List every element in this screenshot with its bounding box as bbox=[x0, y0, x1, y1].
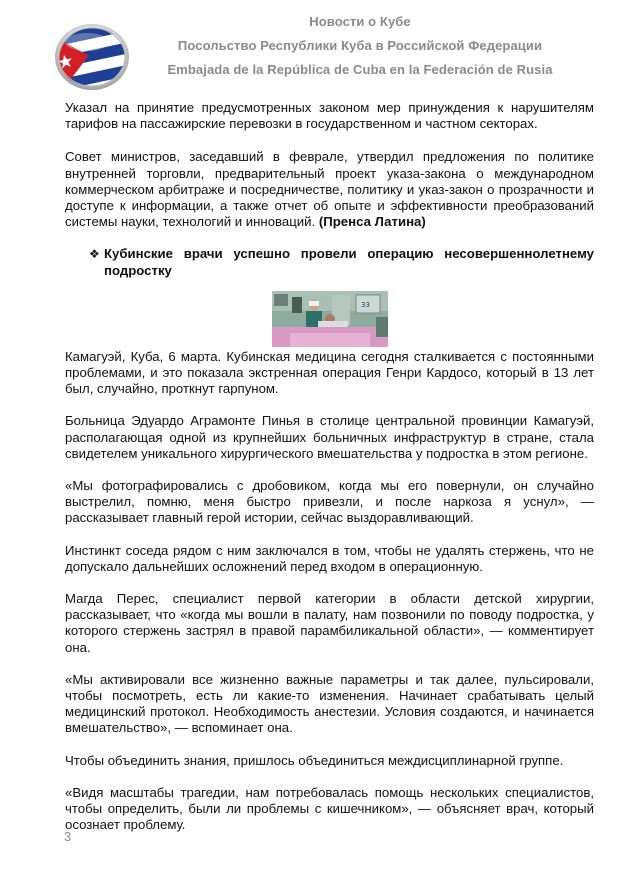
page-number: 3 bbox=[64, 829, 72, 844]
source-attribution: (Пренса Латина) bbox=[318, 214, 426, 230]
hospital-photo bbox=[272, 291, 388, 347]
paragraph: Магда Перес, специалист первой категории в области детской хирургии, рассказывает, что «когда мы вошли в палату, нам позвонили по поводу подростка, у которого стержень застрял в правой парамбиликальной области», — комментирует она. bbox=[65, 591, 594, 655]
paragraph bbox=[65, 149, 594, 230]
section-heading bbox=[89, 246, 594, 278]
paragraph: Чтобы объединить знания, пришлось объединиться междисциплинарной группе. bbox=[65, 752, 564, 768]
diamond-bullet-icon: ❖ bbox=[89, 247, 100, 262]
header-title: Новости о Кубе bbox=[309, 14, 411, 29]
document-body bbox=[65, 100, 594, 850]
paragraph: «Мы фотографировались с дробовиком, когда мы его повернули, он случайно выстрелил, помню, меня быстро привезли, и после наркоза я уснул», — рассказывает главный герой истории, сейчас выздоравливающий. bbox=[65, 478, 594, 526]
paragraph: «Мы активировали все жизненно важные параметры и так далее, пульсировали, чтобы посмотреть, есть ли какие-то изменения. Начинает срабатывать целый медицинский протокол. Необходимость анестезии. Условия создаются, и начинается вмешательство», — вспоминает она. bbox=[65, 671, 594, 736]
monitor-number: 33 bbox=[361, 300, 370, 309]
paragraph: Больница Эдуардо Аграмонте Пинья в столице центральной провинции Камагуэй, располагающая одной из крупнейших больничных инфраструктур в стране, стала свидетелем уникального хирургического вмешательства у подростка в этом регионе. bbox=[65, 413, 594, 461]
cuban-flag-logo-icon bbox=[53, 20, 131, 94]
paragraph: Инстинкт соседа рядом с ним заключался в том, чтобы не удалять стержень, что не допускало дальнейших осложнений перед входом в операционную. bbox=[65, 542, 594, 574]
page-header bbox=[0, 0, 643, 90]
header-embassy-ru: Посольство Республики Куба в Российской Федерации bbox=[177, 38, 543, 53]
section-heading-text: Кубинские врачи успешно провели операцию несовершеннолетнему подростку bbox=[104, 246, 594, 278]
paragraph: Камагуэй, Куба, 6 марта. Кубинская медицина сегодня сталкивается с постоянными проблемами, и это показала экстренная операция Генри Кардосо, который в 13 лет был, случайно, проткнут гарпуном. bbox=[65, 348, 594, 397]
paragraph: «Видя масштабы трагедии, нам потребовалась помощь нескольких специалистов, чтобы определить, были ли проблемы с кишечником», — объясняет врач, который осознает проблему. bbox=[65, 784, 594, 833]
photo-container bbox=[65, 291, 594, 349]
paragraph: Указал на принятие предусмотренных законом мер принуждения к нарушителям тарифов на пассажирские перевозки в государственном и частном секторах. bbox=[65, 100, 594, 132]
header-embassy-es: Embajada de la República de Cuba en la Federación de Rusia bbox=[167, 62, 553, 77]
paragraph-text: Совет министров, заседавший в феврале, утвердил предложения по политике внутренней торговли, предварительный проект указа-закона о международном коммерческом арбитраже и посредничестве, политику и указ-закон о прозрачности и доступе к информации, а также отчет об опыте и эффективности преобразований системы науки, технологий и инноваций. bbox=[65, 149, 594, 230]
